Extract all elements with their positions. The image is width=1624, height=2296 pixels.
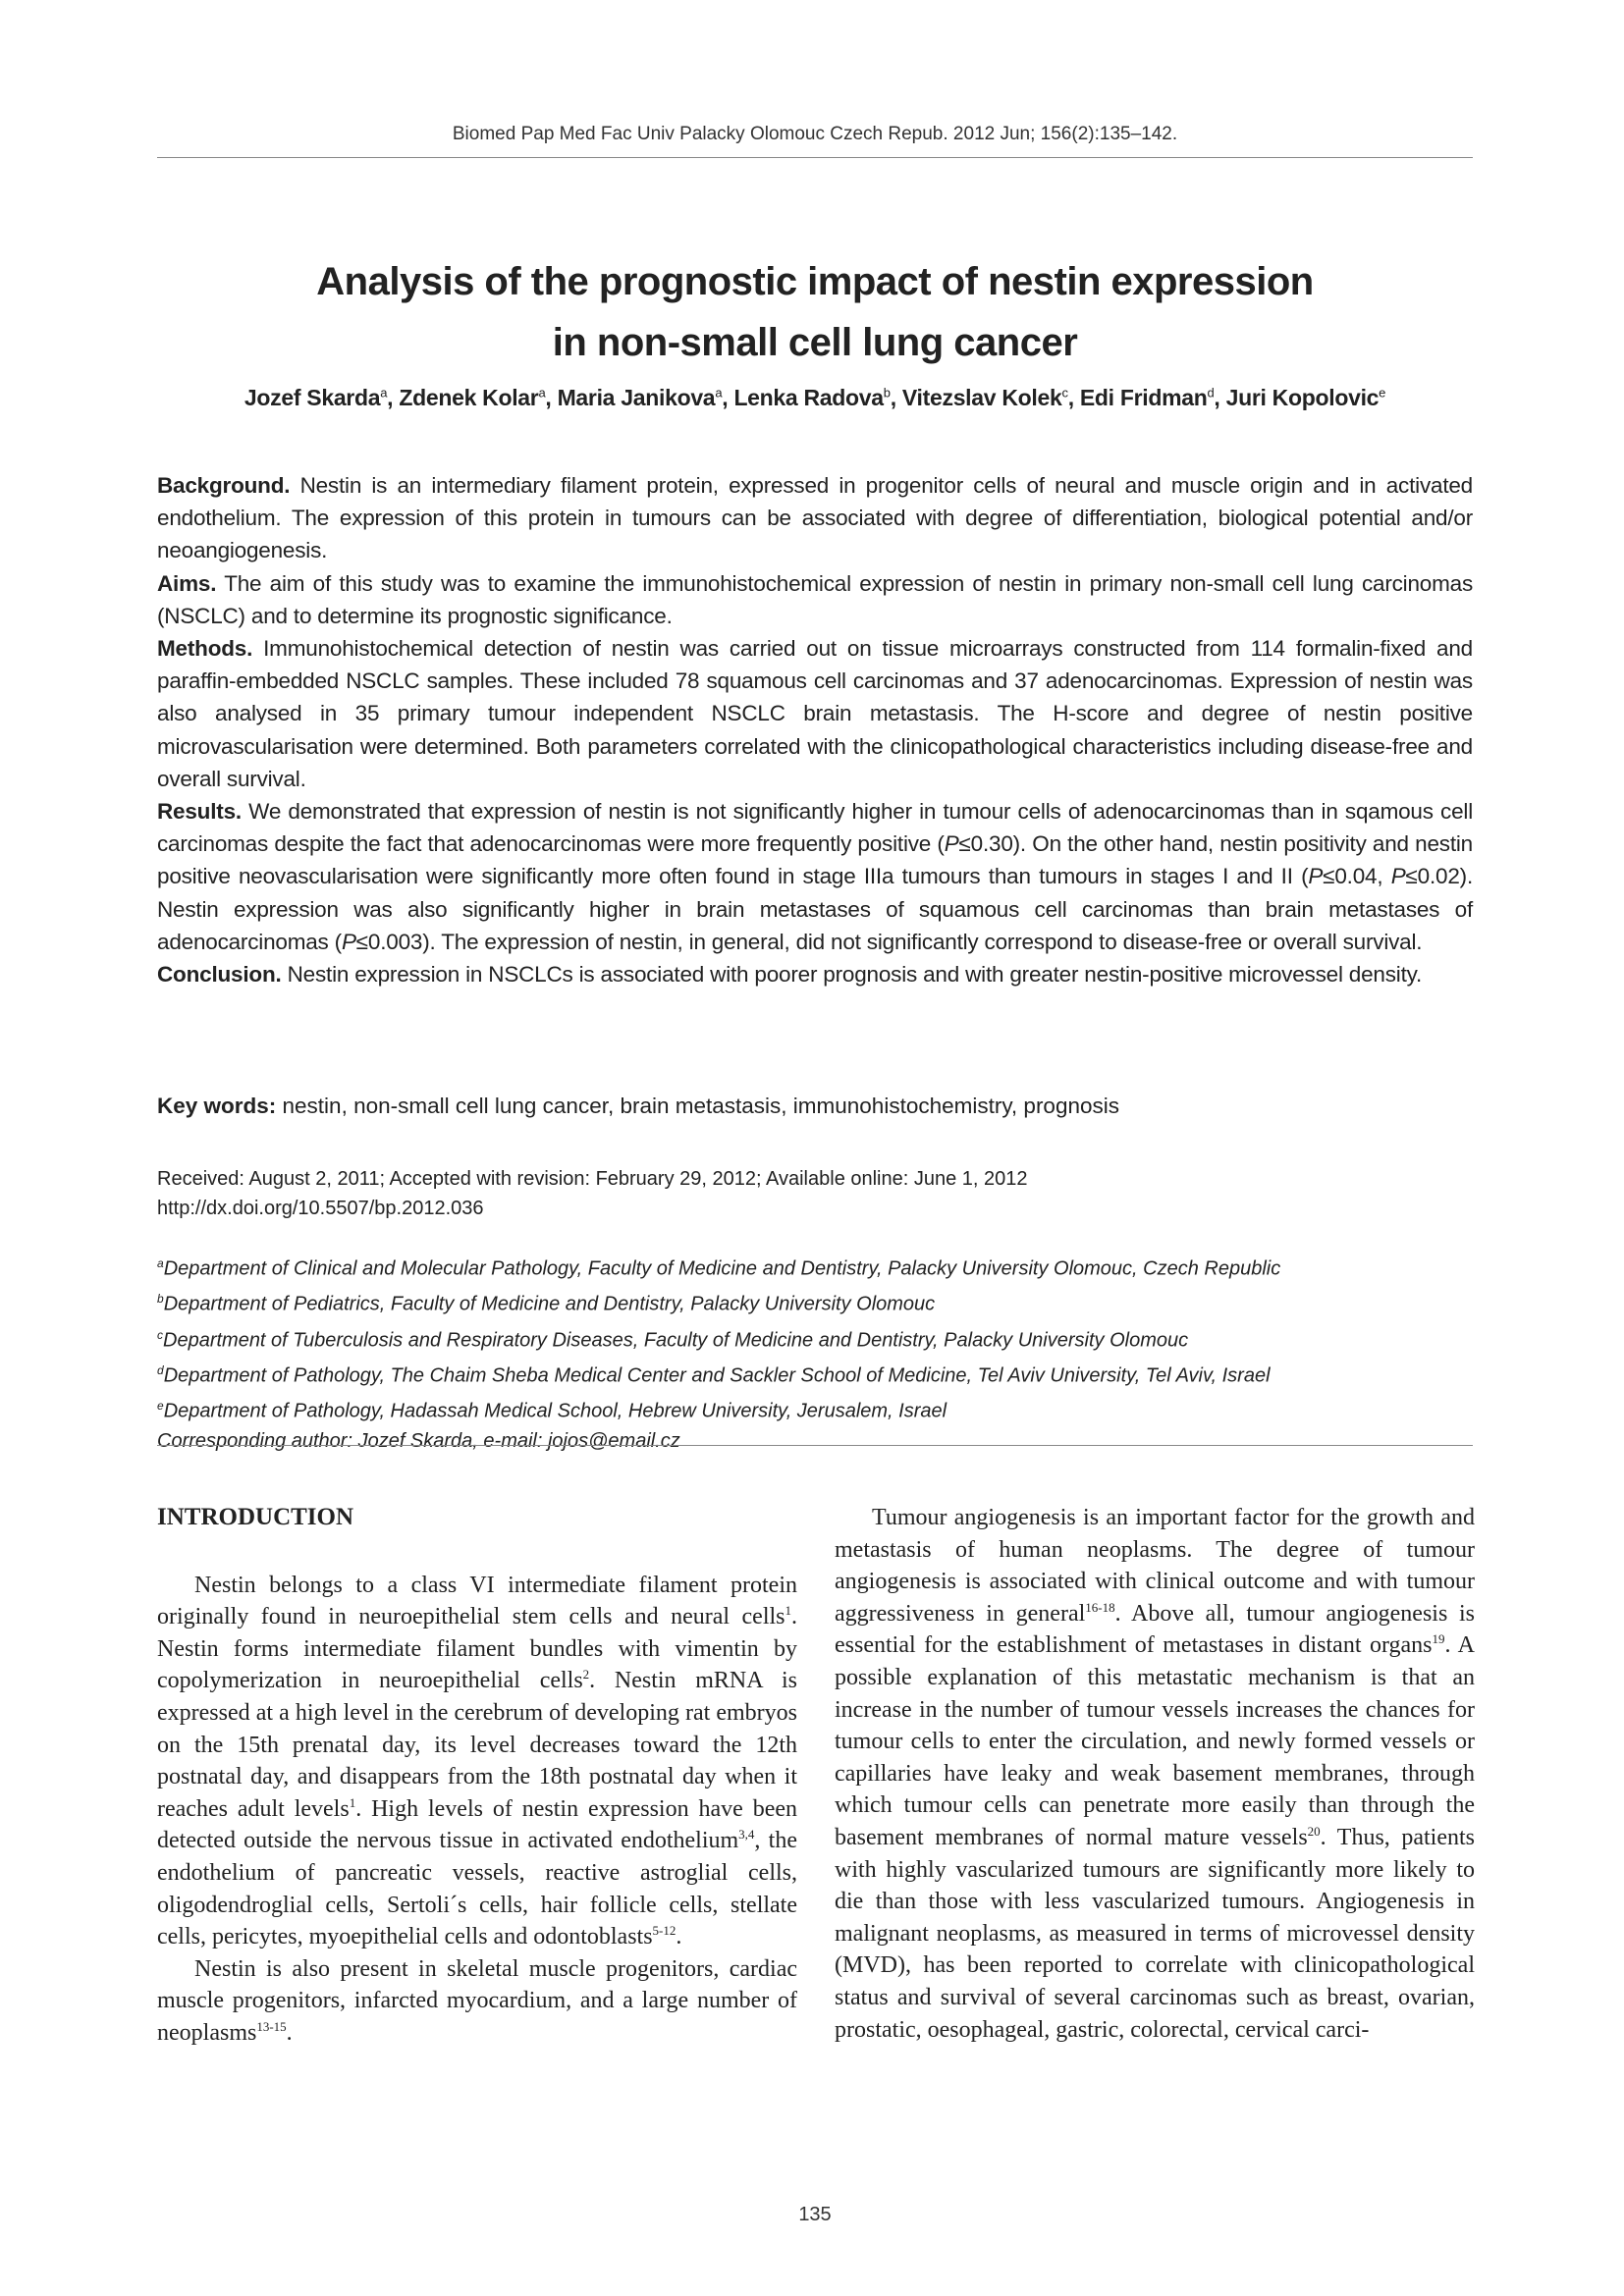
author: Edi Fridman$^d$, xyxy=(1079,385,1226,410)
author: Jozef Skarda$^a$, xyxy=(244,385,400,410)
received-dates: Received: August 2, 2011; Accepted with revision: February 29, 2012; Available online: June 1, 2012 xyxy=(157,1168,1028,1190)
author: Lenka Radova$^b$, xyxy=(733,385,902,410)
abstract-conclusion: Conclusion. Nestin expression in NSCLCs is associated with poorer prognosis and with greater nestin-positive microvessel density. xyxy=(157,962,1423,988)
citation-ref: 20 xyxy=(1307,1823,1321,1839)
body-paragraph: Tumour angiogenesis is an important factor for the growth and metastasis of human neoplasms. The degree of tumour angiogenesis is associated with clinical outcome and with tumour aggressiveness in general$^{16-18}$. Above all, tumour angiogenesis is essential for the establishment of metastases in distant organs$^{19}$. A possible explanation of this metastatic mechanism is that an increase in the number of tumour vessels increases the chances for tumour cells to enter the circulation, and newly formed vessels or capillaries have leaky and weak basement membranes, through which tumour cells can penetrate more easily than through the basement membranes of normal mature vessels$^{20}$. Thus, patients with highly vascularized tumours are significantly more likely to die than those with less vascularized tumours. Angiogenesis in malignant neoplasms, as measured in terms of microvessel density (MVD), has been reported to correlate with clinicopathological status and survival of several carcinomas such as breast, ovarian, prostatic, oesophageal, gastric, colorectal, cervical carci- xyxy=(835,1505,1476,2043)
title-line-1: Analysis of the prognostic impact of nestin expression xyxy=(316,260,1314,303)
abstract xyxy=(157,469,1473,990)
citation-ref: 1 xyxy=(785,1603,791,1619)
body-divider xyxy=(157,1445,1473,1446)
citation-ref: 2 xyxy=(582,1667,590,1682)
author: Vitezslav Kolek$^c$, xyxy=(901,385,1080,410)
affiliation: $^d$Department of Pathology, The Chaim Sheba Medical Center and Sackler School of Medicine, Tel Aviv University, Tel Aviv, Israel xyxy=(157,1362,1271,1387)
affiliations xyxy=(157,1249,1473,1457)
body-paragraph: Nestin belongs to a class VI intermediate filament protein originally found in neuroepithelial stem cells and neural cells$^1$. Nestin forms intermediate filament bundles with vimentin by copolymerization in neuroepithelial cells$^2$. Nestin mRNA is expressed at a high level in the cerebrum of developing rat embryos on the 15th prenatal day, its level decreases toward the 12th postnatal day, and disappears from the 18th postnatal day when it reaches adult levels$^1$. High levels of nestin expression have been detected outside the nervous tissue in activated endothelium$^{3,4}$, the endothelium of pancreatic vessels, reactive astroglial cells, oligodendroglial cells, Sertoli´s cells, hair follicle cells, stellate cells, pericytes, myoepithelial cells and odontoblasts$^{5-12}$. xyxy=(157,1572,797,1950)
citation-ref: 19 xyxy=(1432,1631,1445,1647)
abstract-background: Background. Nestin is an intermediary filament protein, expressed in progenitor cells of neural and muscle origin and in activated endothelium. The expression of this protein in tumours can be associated with degree of differentiation, biological potential and/or neoangiogenesis. xyxy=(157,473,1473,563)
title-line-2: in non-small cell lung cancer xyxy=(552,321,1078,364)
corresponding-author: Corresponding author: Jozef Skarda, e-mail: jojos@email.cz xyxy=(157,1430,680,1453)
author: Maria Janikova$^a$, xyxy=(557,385,734,410)
left-column xyxy=(157,1502,797,2050)
section-heading: INTRODUCTION xyxy=(157,1504,354,1530)
right-column xyxy=(835,1502,1475,2046)
author: Zdenek Kolar$^a$, xyxy=(399,385,558,410)
affiliation: $^c$Department of Tuberculosis and Respiratory Diseases, Faculty of Medicine and Dentistry, Palacky University Olomouc xyxy=(157,1327,1189,1352)
citation-ref: 13-15 xyxy=(256,2018,287,2034)
affiliation: $^b$Department of Pediatrics, Faculty of Medicine and Dentistry, Palacky University Olomouc xyxy=(157,1292,936,1315)
running-header: Biomed Pap Med Fac Univ Palacky Olomouc Czech Repub. 2012 Jun; 156(2):135–142. xyxy=(452,124,1178,144)
publication-history xyxy=(157,1164,1473,1223)
page-number: 135 xyxy=(798,2204,832,2225)
author-list xyxy=(157,385,1473,411)
abstract-methods: Methods. Immunohistochemical detection of nestin was carried out on tissue microarrays constructed from 114 formalin-fixed and paraffin-embedded NSCLC samples. These included 78 squamous cell carcinomas and 37 adenocarcinomas. Expression of nestin was also analysed in 35 primary tumour independent NSCLC brain metastasis. The H-score and degree of nestin positive microvascularisation were determined. Both parameters correlated with the clinicopathological characteristics including disease-free and overall survival. xyxy=(157,636,1473,791)
header-divider xyxy=(157,157,1473,158)
body-paragraph: Nestin is also present in skeletal muscle progenitors, cardiac muscle progenitors, infarcted myocardium, and a large number of neoplasms$^{13-15}$. xyxy=(157,1955,797,2046)
abstract-aims: Aims. The aim of this study was to examine the immunohistochemical expression of nestin in primary non-small cell lung carcinomas (NSCLC) and to determine its prognostic significance. xyxy=(157,570,1473,628)
doi-link[interactable]: http://dx.doi.org/10.5507/bp.2012.036 xyxy=(157,1198,484,1219)
citation-ref: 1 xyxy=(349,1794,356,1810)
citation-ref: 3,4 xyxy=(738,1827,755,1842)
citation-ref: 5-12 xyxy=(652,1923,677,1939)
article-title xyxy=(157,251,1473,373)
citation-ref: 16-18 xyxy=(1085,1599,1115,1615)
affiliation: $^a$Department of Clinical and Molecular Pathology, Faculty of Medicine and Dentistry, Palacky University Olomouc, Czech Republic xyxy=(157,1256,1281,1280)
affiliation: $^e$Department of Pathology, Hadassah Medical School, Hebrew University, Jerusalem, Israel xyxy=(157,1399,947,1422)
abstract-results: Results. We demonstrated that expression of nestin is not significantly higher in tumour cells of adenocarcinomas than in sqamous cell carcinomas despite the fact that adenocarcinomas were more frequently positive (P≤0.30). On the other hand, nestin positivity and nestin positive neovascularisation were significantly more often found in stage IIIa tumours than tumours in stages I and II (P≤0.04, P≤0.02). Nestin expression was also significantly higher in brain metastases of squamous cell carcinomas than brain metastases of adenocarcinomas (P≤0.003). The expression of nestin, in general, did not significantly correspond to disease-free or overall survival. xyxy=(157,799,1473,954)
author: Juri Kopolovic$^e$ xyxy=(1225,385,1386,410)
keywords: Key words: nestin, non-small cell lung cancer, brain metastasis, immunohistochemistry, prognosis xyxy=(157,1094,1119,1118)
